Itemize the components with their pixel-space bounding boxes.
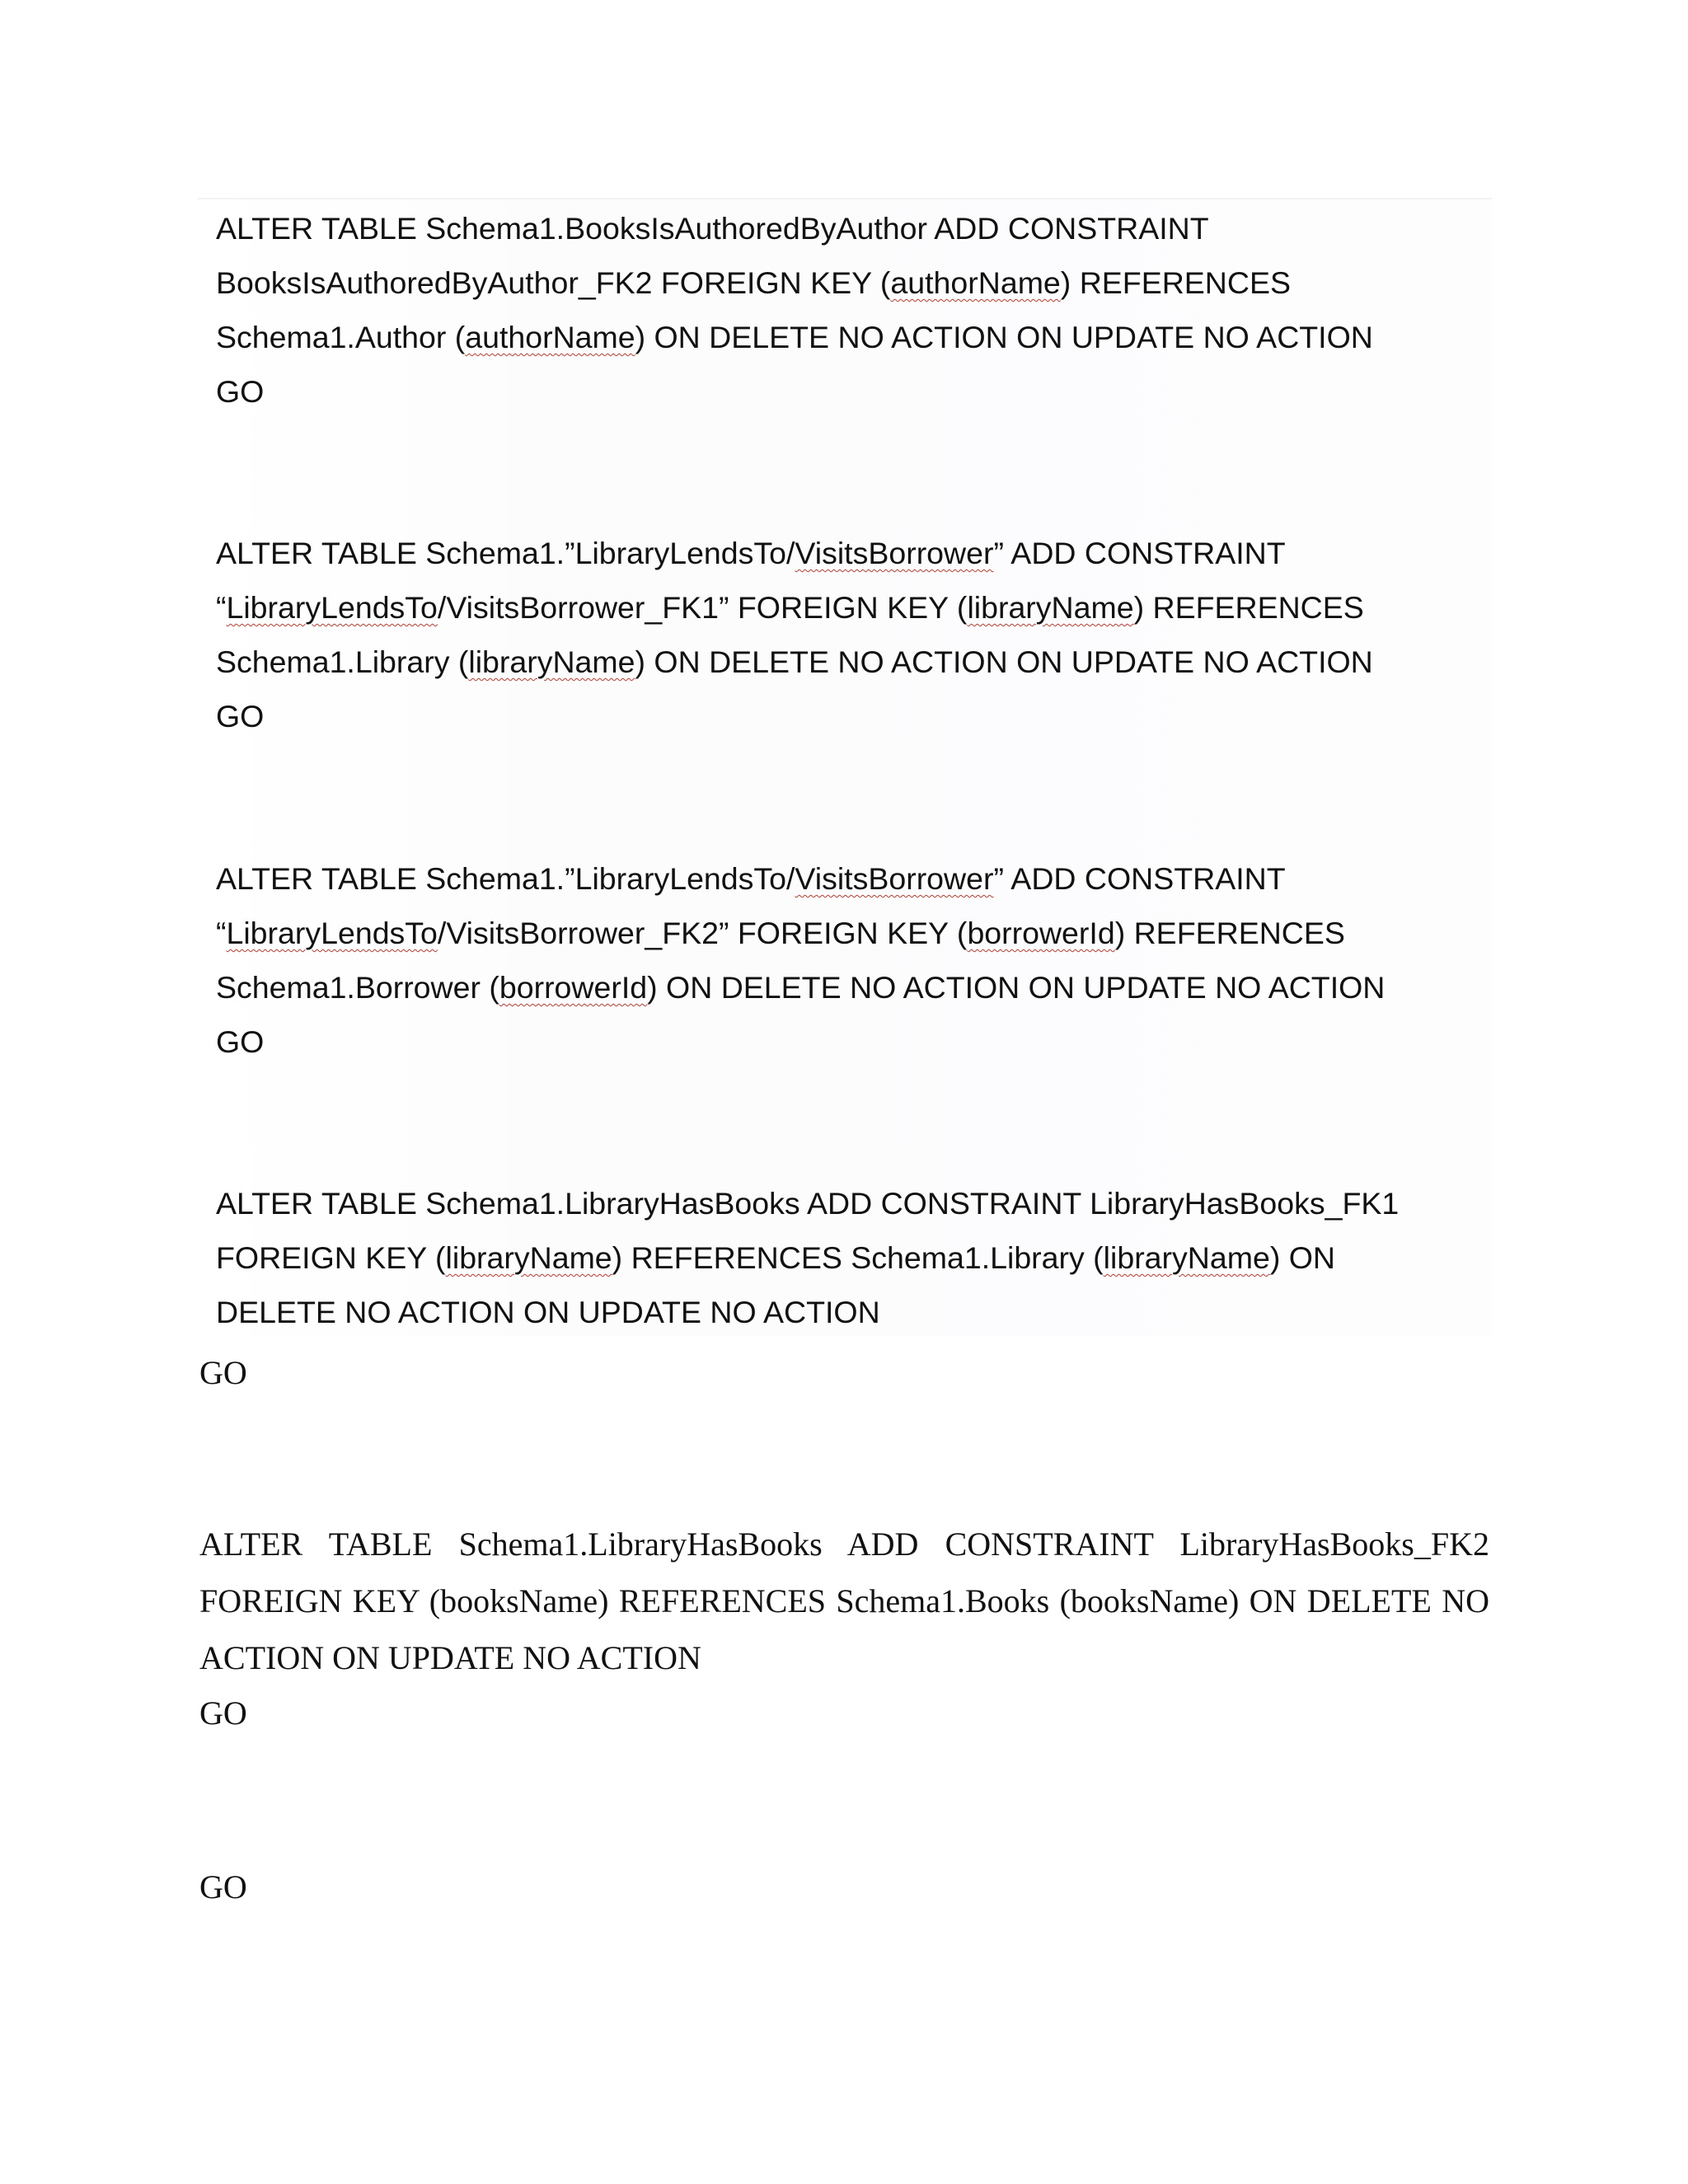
spellcheck-flagged-text: borrowerId (499, 970, 648, 1005)
spellcheck-flagged-text: libraryName (1103, 1240, 1270, 1275)
spellcheck-flagged-text: LibraryLendsTo (226, 916, 438, 950)
statement-text: ) ON DELETE NO ACTION ON UPDATE NO ACTION (635, 320, 1373, 354)
statement-line: GO (199, 1694, 247, 1732)
statement-text: Schema1.Author ( (216, 320, 466, 354)
sql-statement-5 (199, 1516, 1489, 1741)
statement-line (216, 1015, 1502, 1069)
statement-text: ) REFERENCES (1133, 590, 1364, 625)
statement-text: GO (216, 1024, 265, 1059)
spellcheck-flagged-text: authorName (890, 265, 1061, 300)
statement-text: ) REFERENCES (1060, 265, 1291, 300)
statement-text: /VisitsBorrower_FK1” FOREIGN KEY ( (437, 590, 968, 625)
statement-line (216, 1176, 1502, 1230)
statement-text: ) ON (1269, 1240, 1335, 1275)
sql-statement-1 (216, 201, 1502, 419)
sql-statement-4 (216, 1176, 1502, 1339)
spellcheck-flagged-text: borrowerId (967, 916, 1115, 950)
statement-line: ACTION ON UPDATE NO ACTION (199, 1639, 701, 1676)
statement-line (216, 851, 1502, 906)
statement-line (216, 1285, 1502, 1339)
sql-statement-2 (216, 526, 1502, 743)
statement-text: ” ADD CONSTRAINT (993, 536, 1286, 570)
statement-text: /VisitsBorrower_FK2” FOREIGN KEY ( (437, 916, 968, 950)
sql-statement-3 (216, 851, 1502, 1069)
statement-text: GO (216, 374, 265, 409)
spellcheck-flagged-text: authorName (465, 320, 635, 354)
statement-text: ) REFERENCES Schema1.Library ( (612, 1240, 1104, 1275)
statement-line (216, 906, 1502, 960)
spellcheck-flagged-text: libraryName (468, 644, 635, 679)
statement-text: FOREIGN KEY ( (216, 1240, 446, 1275)
statement-text: ALTER TABLE Schema1.”LibraryLendsTo/ (216, 861, 795, 896)
statement-line: FOREIGN KEY (booksName) REFERENCES Schema1.Books (booksName) ON DELETE NO (199, 1582, 1489, 1619)
statement-text: “ (216, 916, 227, 950)
statement-line: ALTER TABLE Schema1.LibraryHasBooks ADD CONSTRAINT LibraryHasBooks_FK2 (199, 1526, 1489, 1563)
spellcheck-flagged-text: libraryName (967, 590, 1134, 625)
spellcheck-flagged-text: LibraryLendsTo (226, 590, 438, 625)
statement-text: ALTER TABLE Schema1.BooksIsAuthoredByAuthor ADD CONSTRAINT (216, 211, 1209, 246)
statement-text: GO (216, 699, 265, 733)
statement-text: ) ON DELETE NO ACTION ON UPDATE NO ACTION (647, 970, 1386, 1005)
spellcheck-flagged-text: VisitsBorrower (795, 861, 994, 896)
statement-line (216, 526, 1502, 580)
statement-line (216, 635, 1502, 689)
statement-text: Schema1.Library ( (216, 644, 469, 679)
statement-line (216, 255, 1502, 310)
statement-line (216, 310, 1502, 364)
statement-text: ) ON DELETE NO ACTION ON UPDATE NO ACTION (635, 644, 1373, 679)
spellcheck-flagged-text: libraryName (445, 1240, 612, 1275)
statement-line (216, 689, 1502, 743)
statement-line (216, 201, 1502, 255)
statement-text: ALTER TABLE Schema1.LibraryHasBooks ADD CONSTRAINT LibraryHasBooks_FK1 (216, 1186, 1400, 1221)
statement-text: ) REFERENCES (1114, 916, 1345, 950)
statement-text: ” ADD CONSTRAINT (993, 861, 1286, 896)
go-line: GO (199, 1868, 247, 1905)
statement-line (216, 580, 1502, 635)
statement-text: DELETE NO ACTION ON UPDATE NO ACTION (216, 1295, 880, 1329)
statement-line (216, 1230, 1502, 1285)
spellcheck-flagged-text: VisitsBorrower (795, 536, 994, 570)
go-line: GO (199, 1354, 247, 1391)
statement-text: “ (216, 590, 227, 625)
statement-text: BooksIsAuthoredByAuthor_FK2 FOREIGN KEY ( (216, 265, 891, 300)
statement-line (216, 364, 1502, 419)
statement-text: Schema1.Borrower ( (216, 970, 499, 1005)
statement-text: ALTER TABLE Schema1.”LibraryLendsTo/ (216, 536, 795, 570)
statement-line (216, 960, 1502, 1015)
